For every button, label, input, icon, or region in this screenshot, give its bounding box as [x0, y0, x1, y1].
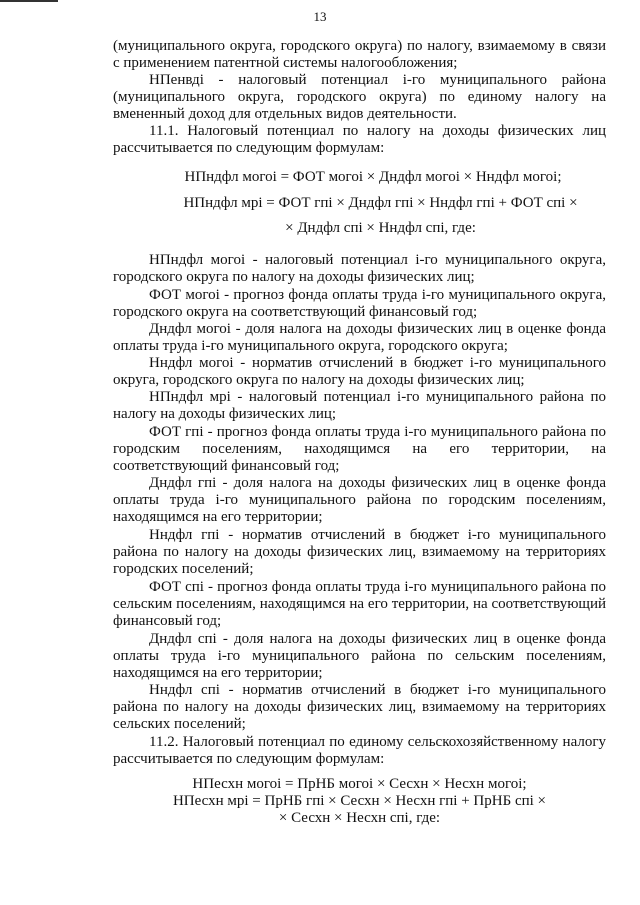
definition-fot-mogo: ФОТ могоi - прогноз фонда оплаты труда i-го муниципального округа, городского округа на соответствующий финансовый год;	[113, 287, 606, 320]
definition-npndfl-mogo: НПндфл могоi - налоговый потенциал i-го муниципального округа, городского округа по налогу на доходы физических лиц;	[113, 252, 606, 285]
scan-corner-mark	[0, 0, 58, 6]
definition-nndfl-mogo: Нндфл могоi - норматив отчислений в бюджет i-го муниципального округа, городского округа по налогу на доходы физических лиц;	[113, 355, 606, 388]
paragraph-11-2: 11.2. Налоговый потенциал по единому сельскохозяйственному налогу рассчитывается по следующим формулам:	[113, 734, 606, 767]
definition-dndfl-gp: Дндфл гпi - доля налога на доходы физических лиц в оценке фонда оплаты труда i-го муниципального района по городским поселениям, находящимся на его территории;	[113, 475, 606, 525]
formula-npeshn-mr-line1: НПесхн мрi = ПрНБ гпi × Сесхн × Несхн гпi + ПрНБ спi ×	[172, 793, 547, 809]
formula-npndfl-mogo: НПндфл могоi = ФОТ могоi × Дндфл могоi × Нндфл могоi;	[184, 169, 562, 185]
paragraph-npenvd: НПенвдi - налоговый потенциал i-го муниципального района (муниципального округа, городского округа) по единому налогу на вмененный доход для отдельных видов деятельности.	[113, 72, 606, 122]
paragraph-11-1: 11.1. Налоговый потенциал по налогу на доходы физических лиц рассчитывается по следующим формулам:	[113, 123, 606, 156]
page-number: 13	[313, 9, 327, 24]
formula-npeshn-mogo: НПесхн могоi = ПрНБ могоi × Сесхн × Несхн могоi;	[192, 776, 527, 792]
definition-nndfl-gp: Нндфл гпi - норматив отчислений в бюджет i-го муниципального района по налогу на доходы физических лиц, взимаемому на территориях городских поселений;	[113, 527, 606, 577]
definition-fot-gp: ФОТ гпi - прогноз фонда оплаты труда i-го муниципального района по городским поселениям, находящимся на его территории, на соответствующий финансовый год;	[113, 424, 606, 474]
definition-dndfl-sp: Дндфл спi - доля налога на доходы физических лиц в оценке фонда оплаты труда i-го муниципального района по сельским поселениям, находящимся на его территории;	[113, 631, 606, 681]
definition-fot-sp: ФОТ спi - прогноз фонда оплаты труда i-го муниципального района по сельским поселениям, находящимся на его территории, на соответствующий финансовый год;	[113, 579, 606, 629]
paragraph-continuation: (муниципального округа, городского округа) по налогу, взимаемому в связи с применением патентной системы налогообложения;	[113, 38, 606, 71]
formula-npndfl-mr-line1: НПндфл мрi = ФОТ гпi × Дндфл гпi × Нндфл гпi + ФОТ спi ×	[183, 195, 578, 211]
definition-nndfl-sp: Нндфл спi - норматив отчислений в бюджет i-го муниципального района по налогу на доходы физических лиц, взимаемому на территориях сельских поселений;	[113, 682, 606, 732]
definition-npndfl-mr: НПндфл мрi - налоговый потенциал i-го муниципального района по налогу на доходы физических лиц;	[113, 389, 606, 422]
definition-dndfl-mogo: Дндфл могоi - доля налога на доходы физических лиц в оценке фонда оплаты труда i-го муниципального округа, городского округа;	[113, 321, 606, 354]
formula-npndfl-mr-line2: × Дндфл спi × Нндфл спi, где:	[285, 220, 476, 236]
formula-npeshn-mr-line2: × Сесхн × Несхн спi, где:	[278, 810, 441, 826]
